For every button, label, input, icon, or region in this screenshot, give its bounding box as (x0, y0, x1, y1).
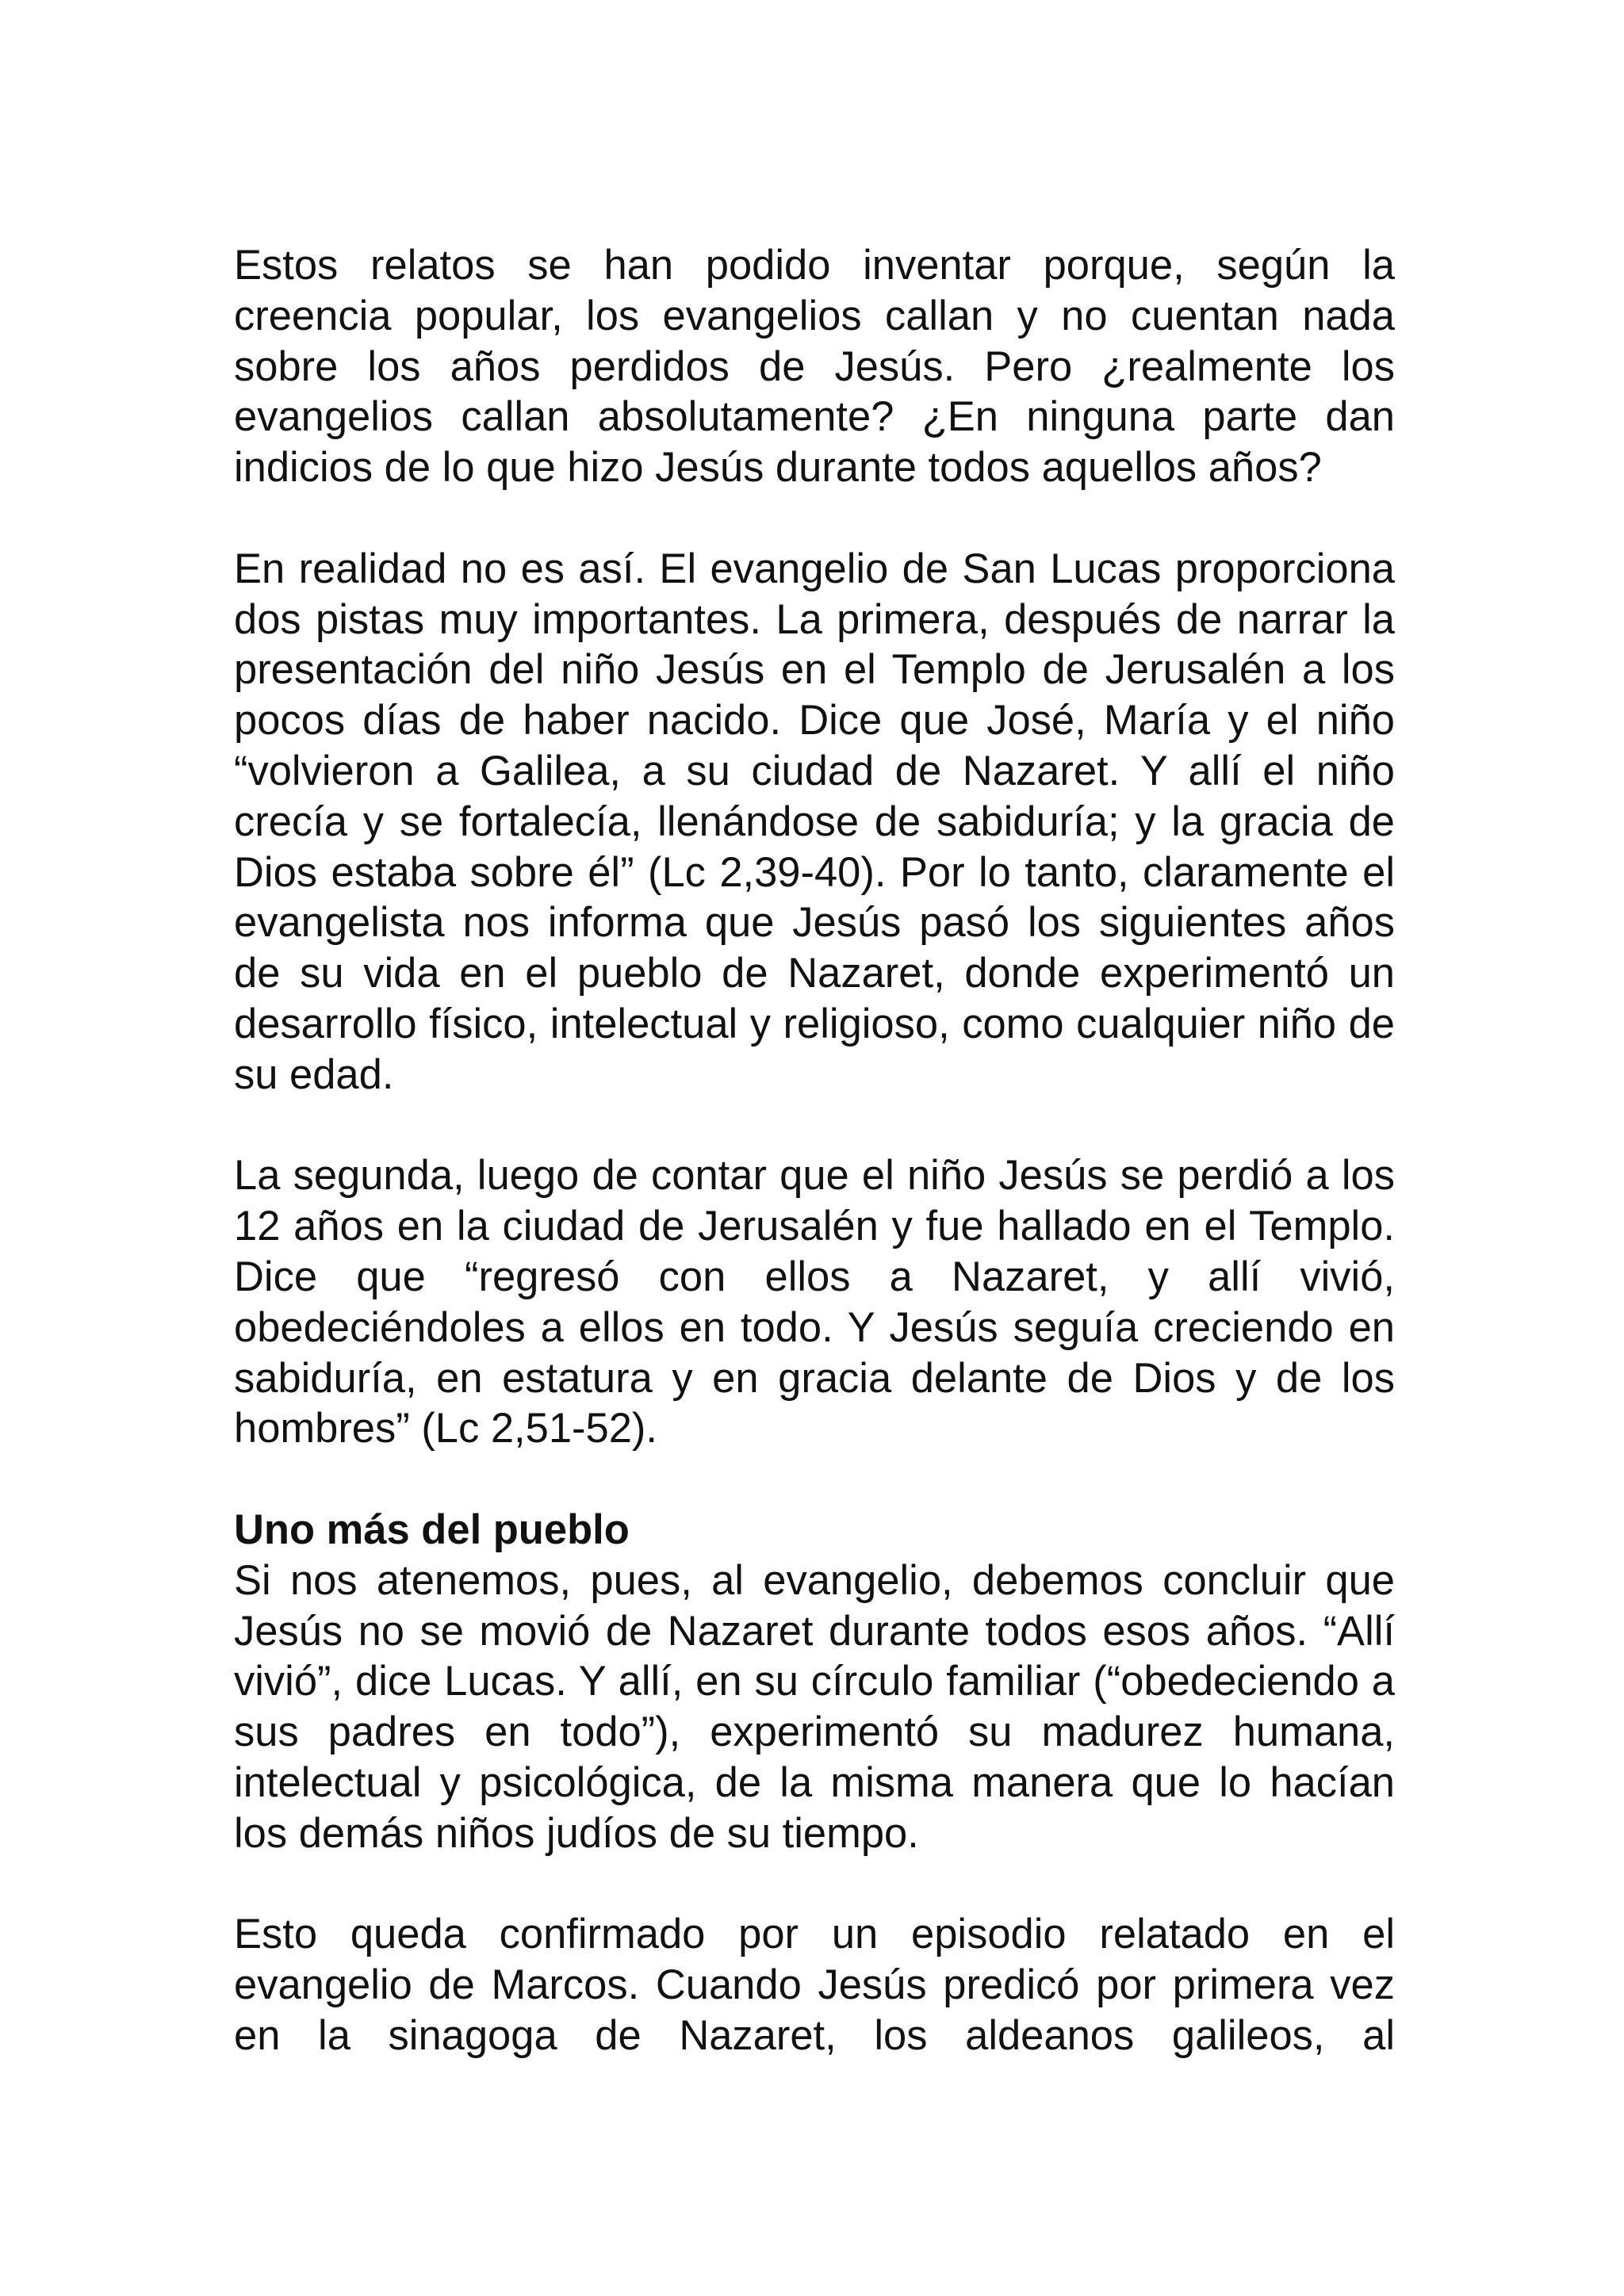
section-paragraph-2: Esto queda confirmado por un episodio relatado en el evangelio de Marcos. Cuando Jesús predicó por primera vez en la sinagoga de Nazaret, los aldeanos galileos, al (234, 1911, 1395, 2059)
paragraph-1: Estos relatos se han podido inventar porque, según la creencia popular, los evangelios callan y no cuentan nada sobre los años perdidos de Jesús. Pero ¿realmente los evangelios callan absolutamente? ¿En ninguna parte dan indicios de lo que hizo Jesús durante todos aquellos años? (234, 242, 1395, 492)
paragraph-3: La segunda, luego de contar que el niño Jesús se perdió a los 12 años en la ciudad de Jerusalén y fue hallado en el Templo. Dice que “regresó con ellos a Nazaret, y allí vivió, obedeciéndoles a ellos en todo. Y Jesús seguía creciendo en sabiduría, en estatura y en gracia delante de Dios y de los hombres” (Lc 2,51-52). (234, 1152, 1395, 1452)
document-page (234, 240, 1395, 2061)
paragraph-2: En realidad no es así. El evangelio de San Lucas proporciona dos pistas muy importantes. La primera, después de narrar la presentación del niño Jesús en el Templo de Jerusalén a los pocos días de haber nacido. Dice que José, María y el niño “volvieron a Galilea, a su ciudad de Nazaret. Y allí el niño crecía y se fortalecía, llenándose de sabiduría; y la gracia de Dios estaba sobre él” (Lc 2,39-40). Por lo tanto, claramente el evangelista nos informa que Jesús pasó los siguientes años de su vida en el pueblo de Nazaret, donde experimentó un desarrollo físico, intelectual y religioso, como cualquier niño de su edad. (234, 545, 1395, 1098)
section-paragraph-1: Si nos atenemos, pues, al evangelio, debemos concluir que Jesús no se movió de Nazaret durante todos esos años. “Allí vivió”, dice Lucas. Y allí, en su círculo familiar (“obedeciendo a sus padres en todo”), experimentó su madurez humana, intelectual y psicológica, de la misma manera que lo hacían los demás niños judíos de su tiempo. (234, 1556, 1395, 1857)
section-heading: Uno más del pueblo (234, 1506, 630, 1553)
paragraph-spacer (234, 1454, 1395, 1505)
paragraph-spacer (234, 493, 1395, 544)
paragraph-spacer (234, 1859, 1395, 1910)
paragraph-spacer (234, 1100, 1395, 1151)
